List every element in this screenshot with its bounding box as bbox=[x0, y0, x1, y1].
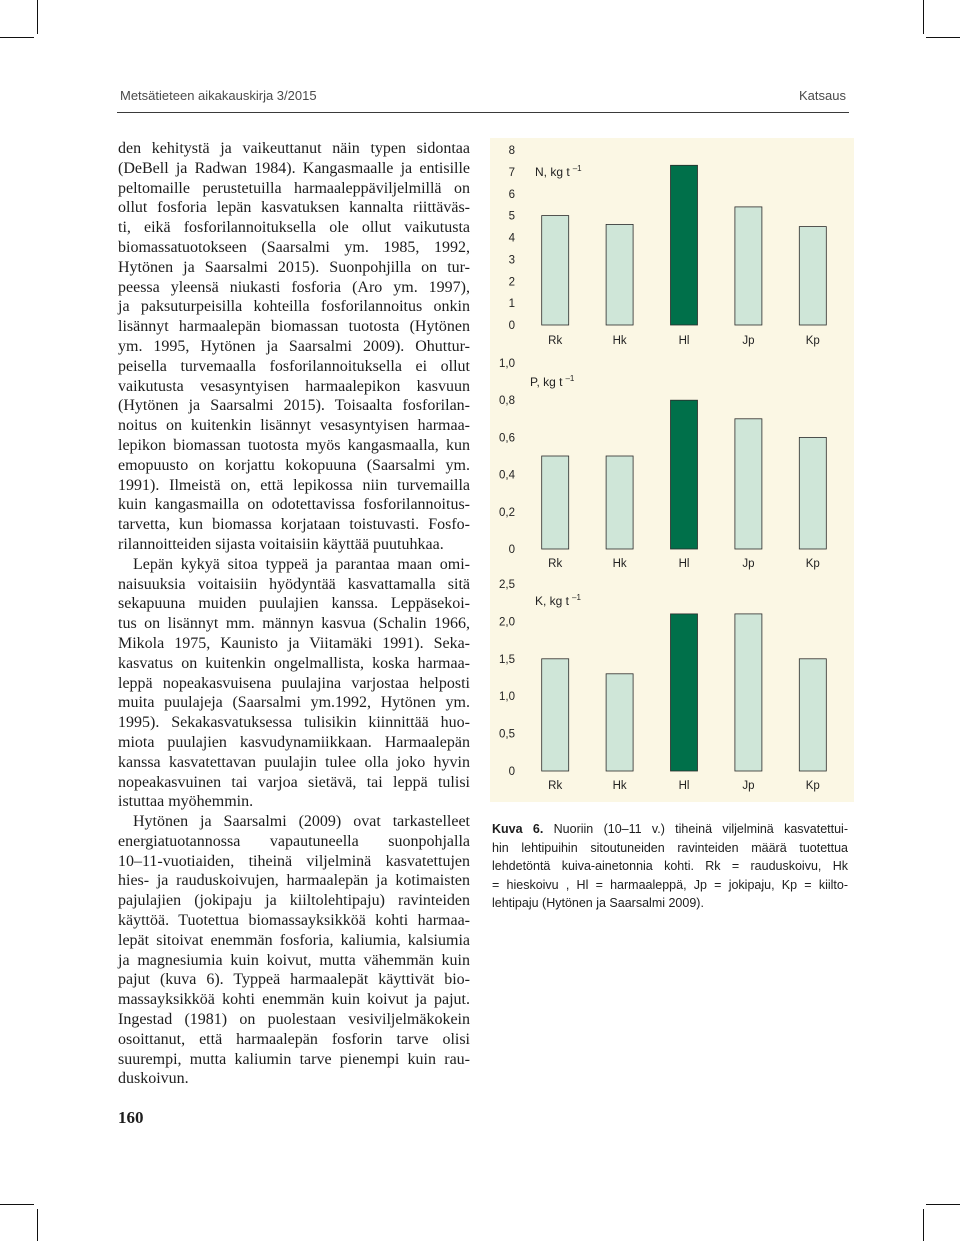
crop-mark bbox=[926, 37, 960, 38]
text-line bbox=[118, 594, 470, 614]
text-line bbox=[118, 614, 470, 634]
k-chart-ytick-label: 0,5 bbox=[499, 728, 515, 741]
p-chart-bar-hk bbox=[606, 456, 633, 549]
caption-text: = hieskoivu , Hl = harmaaleppä, Jp = jokipaju, Kp = kiilto- bbox=[492, 877, 848, 892]
text-line-content: osoittanut, että harmaalepän fosforin tarve olisi bbox=[118, 1030, 470, 1048]
p-chart-bar-rk bbox=[542, 456, 569, 549]
p-chart-ytick-label: 0 bbox=[508, 544, 515, 556]
text-line bbox=[118, 535, 470, 555]
text-line bbox=[118, 416, 470, 436]
text-line-content: kasvatus on kuitenkin ongelmallista, koska harmaa- bbox=[118, 654, 470, 672]
text-line-content: peltomaille perustetuilla harmaaleppäviljelmillä on bbox=[118, 179, 470, 197]
text-line bbox=[118, 1069, 470, 1089]
section-title: Katsaus bbox=[799, 88, 846, 103]
text-line-content: sekapuuna muiden puulajien kanssa. Leppäsekoi- bbox=[118, 595, 470, 613]
text-line-content: lepät sitoivat enemmän fosforia, kaliumia, kalsiumia bbox=[118, 931, 470, 949]
k-chart-bar-jp bbox=[735, 614, 762, 771]
text-line-content: tus on lisännyt mm. männyn kasvua (Schalin 1966, bbox=[118, 615, 470, 633]
text-line bbox=[118, 456, 470, 476]
text-line bbox=[118, 773, 470, 793]
k-chart-ytick-label: 2,0 bbox=[499, 616, 515, 629]
n-chart-ytick-label: 5 bbox=[508, 210, 515, 223]
paragraph bbox=[118, 139, 470, 555]
header-rule bbox=[117, 112, 849, 113]
text-line-content: kanssa kasvatettavan puulajin tulee olla joko hyvin bbox=[118, 753, 470, 771]
n-chart-title-text: N, kg t bbox=[535, 165, 570, 179]
n-chart-category-label: Hl bbox=[678, 335, 690, 347]
text-line bbox=[118, 317, 470, 337]
p-chart-title-exponent: –1 bbox=[565, 374, 575, 383]
n-chart-ytick-label: 4 bbox=[508, 232, 515, 245]
caption-text: lehdetöntä kuiva-ainetonnia kohti. Rk = rauduskoivu, Hk bbox=[492, 859, 848, 873]
text-line-content: miota puulajien kasvudynamiikkaan. Harmaalepän bbox=[118, 733, 470, 751]
text-line bbox=[118, 1050, 470, 1070]
text-line-content: ti, eikä fosforilannoituksella ole ollut vaikutusta bbox=[118, 219, 470, 237]
n-chart-bar-rk bbox=[542, 216, 569, 325]
text-line bbox=[118, 674, 470, 694]
text-line-content: kuin kangasmailla on odotettavissa fosforilannoitus- bbox=[118, 496, 470, 514]
n-chart-category-label: Jp bbox=[742, 335, 755, 347]
k-chart-category-label: Kp bbox=[805, 780, 820, 792]
text-line bbox=[118, 871, 470, 891]
caption-line bbox=[492, 894, 848, 913]
text-line bbox=[118, 852, 470, 872]
body-text bbox=[118, 139, 470, 1089]
text-line-content: vaikutusta vesasyntyisen harmaalepikon kasvuun bbox=[118, 377, 470, 395]
crop-mark bbox=[0, 37, 34, 38]
n-chart-ytick-label: 7 bbox=[508, 166, 515, 179]
k-chart-title-exponent: –1 bbox=[572, 593, 581, 602]
p-chart-ytick-label: 1,0 bbox=[499, 358, 515, 370]
text-line bbox=[118, 377, 470, 397]
text-line bbox=[118, 476, 470, 496]
crop-mark bbox=[926, 1204, 960, 1205]
text-line-content: noitus on kuitenkin lisännyt vesasyntyisen harmaa- bbox=[118, 417, 470, 435]
n-chart-title-exponent: –1 bbox=[572, 164, 582, 173]
text-line bbox=[118, 218, 470, 238]
p-chart-bar-hl bbox=[671, 400, 698, 549]
crop-mark bbox=[923, 1209, 924, 1241]
paragraph bbox=[118, 812, 470, 1089]
n-chart-bar-hl bbox=[671, 165, 698, 325]
p-chart-category-label: Jp bbox=[742, 558, 755, 570]
text-line-content: energiatuotannossa vapautuneella suonpohjalla bbox=[118, 832, 470, 850]
text-line-content: Lepän kykyä sitoa typpeä ja parantaa maan omi- bbox=[133, 555, 470, 573]
text-line bbox=[118, 337, 470, 357]
text-line bbox=[118, 297, 470, 317]
text-line-content: biomassatuotokseen (Saarsalmi ym. 1985, 1992, bbox=[118, 238, 470, 256]
text-line bbox=[118, 179, 470, 199]
text-line-content: Hytönen ja Saarsalmi 2015). Suonpohjilla on tur- bbox=[118, 258, 470, 276]
caption-label: Kuva 6. bbox=[492, 822, 544, 836]
text-line bbox=[118, 238, 470, 258]
text-line bbox=[118, 1010, 470, 1030]
text-line-content: emopuusto on korjattu kokopuuna (Saarsalmi ym. bbox=[118, 456, 470, 474]
k-chart-bar-hk bbox=[606, 674, 633, 771]
text-line bbox=[118, 753, 470, 773]
caption-text: hin lehtipuihin sitoutuneiden ravinteiden määrä tuotettua bbox=[492, 840, 848, 855]
p-chart-category-label: Hl bbox=[678, 558, 690, 570]
crop-mark bbox=[923, 0, 924, 34]
text-line bbox=[118, 258, 470, 278]
text-line bbox=[118, 436, 470, 456]
p-chart-ytick-label: 0,6 bbox=[499, 432, 515, 445]
text-line-content: nopeakasvuinen tai varjoa sietävä, tai leppä tulisi bbox=[118, 773, 470, 791]
k-chart-ytick-label: 0 bbox=[508, 766, 515, 778]
text-line-content: peessa yleensä niukasti fosforia (Aro ym. 1997), bbox=[118, 278, 470, 296]
text-line-content: peisella turvemaalla fosforilannoituksella ei ollut bbox=[118, 357, 470, 375]
text-line-content: den kehitystä ja vaikeuttanut näin typen sidontaa bbox=[118, 140, 470, 157]
n-chart-ytick-label: 3 bbox=[508, 254, 515, 267]
p-chart-category-label: Rk bbox=[548, 558, 563, 570]
k-chart-category-label: Jp bbox=[742, 780, 755, 792]
text-line bbox=[118, 1030, 470, 1050]
n-chart-ytick-label: 1 bbox=[508, 298, 515, 311]
text-line-content: 10–11-vuotiaiden, tiheinä viljelminä kasvatettujen bbox=[118, 852, 470, 870]
p-chart-bar-jp bbox=[735, 419, 762, 549]
text-line bbox=[118, 931, 470, 951]
caption-line bbox=[492, 876, 848, 895]
text-line-content: (Hytönen ja Saarsalmi 2015). Toisaalta fosforilan- bbox=[118, 397, 470, 415]
text-line bbox=[118, 990, 470, 1010]
k-chart-ytick-label: 2,5 bbox=[499, 579, 515, 591]
k-chart-bar-hl bbox=[671, 614, 698, 771]
text-line bbox=[118, 495, 470, 515]
text-line bbox=[118, 654, 470, 674]
text-line-content: naisuuksia voitaisiin hyödyntää kasvattamalla sitä bbox=[118, 575, 470, 593]
text-line-content: 1991). Ilmeistä on, että lepikossa niin turvemailla bbox=[118, 476, 470, 494]
text-line-content: suurempi, mutta kaliumin tarve pienempi kuin rau- bbox=[118, 1050, 470, 1068]
text-line-content: ja magnesiumia kuin koivut, mutta vähemmän kuin bbox=[118, 951, 470, 969]
k-chart-ytick-label: 1,0 bbox=[499, 691, 515, 704]
n-chart-bar-hk bbox=[606, 224, 633, 325]
text-line bbox=[118, 198, 470, 218]
caption-line bbox=[492, 857, 848, 876]
text-line-content: 1995). Sekakasvatuksessa tulisikin kiinnittää huo- bbox=[118, 714, 470, 732]
text-line-content: ollut fosforia lepän kasvatuksen kannalta riittäväs- bbox=[118, 199, 470, 217]
k-chart-title-text: K, kg t bbox=[535, 594, 570, 608]
p-chart-ytick-label: 0,2 bbox=[499, 506, 515, 519]
k-chart-bar-rk bbox=[542, 659, 569, 771]
text-line bbox=[118, 139, 470, 159]
caption-text: Nuoriin (10–11 v.) tiheinä viljelminä kasvatettui- bbox=[553, 822, 848, 836]
k-chart-category-label: Hk bbox=[612, 780, 627, 792]
k-chart-category-label: Rk bbox=[548, 780, 563, 792]
text-line-content: duskoivun. bbox=[118, 1070, 189, 1088]
k-chart-ytick-label: 1,5 bbox=[499, 653, 515, 666]
text-line-content: Mikola 1975, Kaunisto ja Viitamäki 1991). Seka- bbox=[118, 634, 470, 652]
p-chart-category-label: Kp bbox=[805, 558, 820, 570]
text-line-content: hies- ja rauduskoivujen, harmaalepän ja kotimaisten bbox=[118, 872, 470, 890]
text-line bbox=[118, 515, 470, 535]
text-line bbox=[118, 911, 470, 931]
k-chart-category-label: Hl bbox=[678, 780, 690, 792]
n-chart-ytick-label: 2 bbox=[508, 276, 515, 289]
text-line-content: Ingestad (1981) on puolestaan vesiviljelmäkokein bbox=[118, 1011, 470, 1029]
text-line bbox=[118, 278, 470, 298]
n-chart-bar-kp bbox=[799, 227, 826, 325]
caption-line bbox=[492, 839, 848, 858]
text-line-content: pajulajien (jokipaju ja kiiltolehtipaju) ravinteiden bbox=[118, 892, 470, 910]
chart-panel bbox=[490, 138, 854, 802]
paragraph bbox=[118, 555, 470, 812]
text-line bbox=[118, 357, 470, 377]
text-line-content: pajut (kuva 6). Typpeä harmaalepät käyttivät bio- bbox=[118, 971, 470, 989]
p-chart-bar-kp bbox=[799, 437, 826, 549]
text-line-content: muita puulajeja (Saarsalmi ym.1992, Hytönen ym. bbox=[118, 694, 470, 712]
text-line-content: massayksikköä kohti enemmän kuin koivut ja pajut. bbox=[118, 991, 470, 1009]
text-line bbox=[118, 159, 470, 179]
n-chart-category-label: Hk bbox=[612, 335, 627, 347]
k-chart-bar-kp bbox=[799, 659, 826, 771]
n-chart-ytick-label: 6 bbox=[508, 188, 515, 201]
text-line-content: käyttöä. Tuotettua biomassayksikköä kohti harmaa- bbox=[118, 912, 470, 930]
text-line bbox=[118, 792, 470, 812]
n-chart-category-label: Kp bbox=[805, 335, 820, 347]
journal-title: Metsätieteen aikakauskirja 3/2015 bbox=[120, 88, 317, 103]
text-line-content: lepikon biomassan tuotosta myös kangasmaalla, kun bbox=[118, 436, 470, 454]
text-line bbox=[118, 733, 470, 753]
crop-mark bbox=[0, 1204, 34, 1205]
text-line bbox=[118, 812, 470, 832]
text-line-content: tarvetta, kun biomassa korjataan toistuvasti. Fosfo- bbox=[118, 516, 470, 534]
p-chart-ytick-label: 0,8 bbox=[499, 395, 515, 408]
text-line bbox=[118, 693, 470, 713]
text-line-content: lisännyt harmaalepän biomassan tuotosta (Hytönen bbox=[118, 318, 470, 336]
text-line bbox=[118, 555, 470, 575]
text-line-content: rilannoitteiden sijasta voitaisiin käyttää puutuhkaa. bbox=[118, 535, 444, 553]
text-line bbox=[118, 713, 470, 733]
caption-text: lehtipaju (Hytönen ja Saarsalmi 2009). bbox=[492, 896, 704, 910]
text-line bbox=[118, 575, 470, 595]
n-chart-category-label: Rk bbox=[548, 335, 563, 347]
text-line-content: ym. 1995, Hytönen ja Saarsalmi 2009). Ohuttur- bbox=[118, 337, 470, 355]
n-chart-ytick-label: 0 bbox=[508, 320, 515, 332]
n-chart-ytick-label: 8 bbox=[508, 145, 515, 157]
p-chart-ytick-label: 0,4 bbox=[499, 469, 515, 482]
crop-mark bbox=[37, 1209, 38, 1241]
text-line-content: (DeBell ja Radwan 1984). Kangasmaalle ja entisille bbox=[118, 159, 470, 177]
text-line bbox=[118, 832, 470, 852]
running-header bbox=[118, 87, 848, 105]
p-chart-category-label: Hk bbox=[612, 558, 627, 570]
text-line bbox=[118, 634, 470, 654]
caption-line bbox=[492, 820, 848, 839]
n-chart-bar-jp bbox=[735, 207, 762, 325]
text-line-content: istuttaa myöhemmin. bbox=[118, 793, 254, 811]
text-line bbox=[118, 396, 470, 416]
crop-mark bbox=[37, 0, 38, 34]
text-line bbox=[118, 891, 470, 911]
text-line-content: leppä nopeakasvuisena puulajina varjostaa helposti bbox=[118, 674, 470, 692]
text-line bbox=[118, 951, 470, 971]
text-line-content: ja paksuturpeisilla kohteilla fosforilannoitus onkin bbox=[118, 298, 470, 316]
figure-caption bbox=[492, 820, 848, 913]
p-chart-title-text: P, kg t bbox=[530, 375, 563, 389]
text-line-content: Hytönen ja Saarsalmi (2009) ovat tarkastelleet bbox=[133, 813, 470, 831]
text-line bbox=[118, 970, 470, 990]
page-number: 160 bbox=[118, 1108, 144, 1127]
